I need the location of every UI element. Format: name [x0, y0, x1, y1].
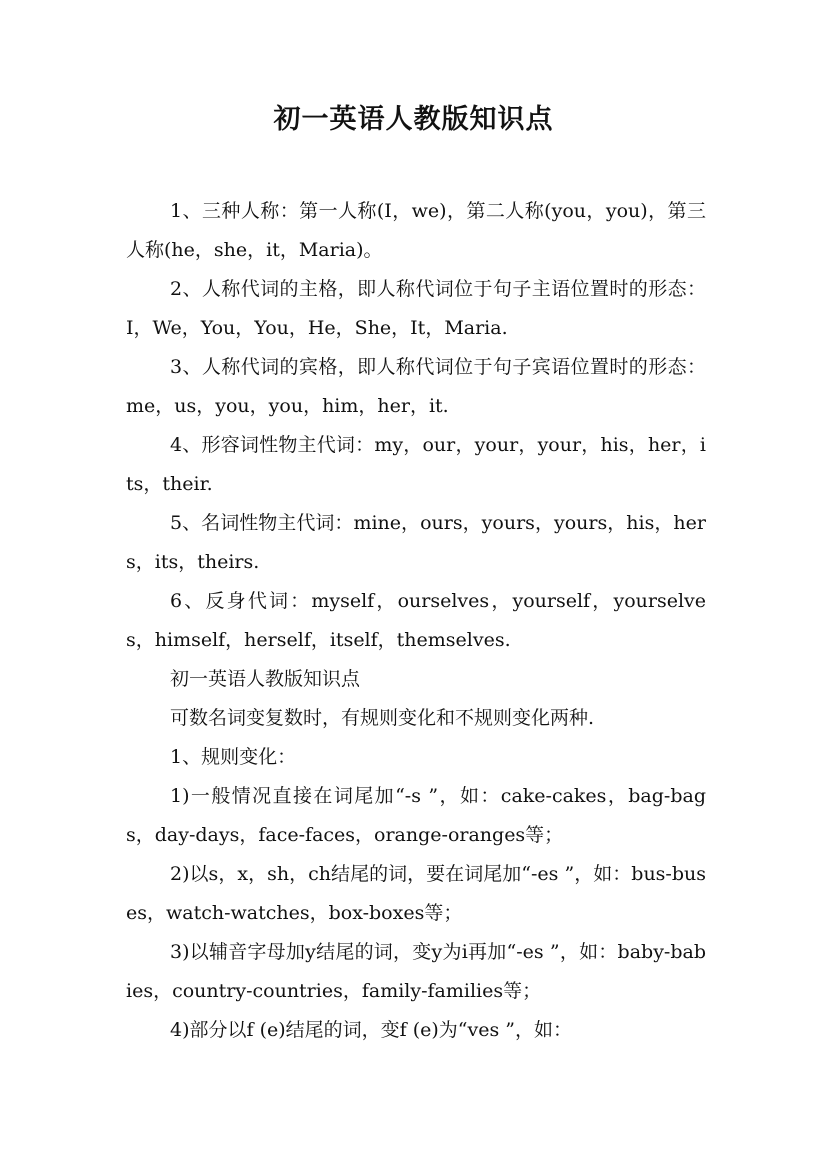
paragraph-rule-4: 4)部分以f (e)结尾的词，变f (e)为“ves ”，如：: [170, 1019, 572, 1041]
document-body: [126, 192, 706, 1050]
paragraph-reflexive-pronouns: 6、反身代词：myself，ourselves，yourself，yourselves，himself，herself，itself，themselves.: [126, 590, 706, 651]
paragraph-rule-1: 1)一般情况直接在词尾加“-s ”，如：cake-cakes，bag-bags，day-days，face-faces，orange-oranges等；: [126, 785, 706, 846]
paragraph-rule-2: 2)以s，x，sh，ch结尾的词，要在词尾加“-es ”，如：bus-buses，watch-watches，box-boxes等；: [126, 863, 706, 924]
paragraph-regular-changes: 1、规则变化：: [170, 746, 297, 768]
document-title: 初一英语人教版知识点: [273, 104, 554, 135]
paragraph-noun-possessives: 5、名词性物主代词：mine，ours，yours，yours，his，hers，its，theirs.: [126, 512, 706, 573]
paragraph-subject-pronouns: 2、人称代词的主格，即人称代词位于句子主语位置时的形态：I，We，You，You，He，She，It，Maria.: [126, 278, 706, 339]
paragraph-adjective-possessives: 4、形容词性物主代词：my，our，your，your，his，her，its，their.: [126, 434, 706, 495]
paragraph-object-pronouns: 3、人称代词的宾格，即人称代词位于句子宾语位置时的形态：me，us，you，you，him，her，it.: [126, 356, 706, 417]
paragraph-plural-intro: 可数名词变复数时，有规则变化和不规则变化两种.: [170, 707, 595, 729]
paragraph-rule-3: 3)以辅音字母加y结尾的词，变y为i再加“-es ”，如：baby-babies，country-countries，family-families等；: [126, 941, 706, 1002]
paragraph-section-heading: 初一英语人教版知识点: [170, 668, 361, 690]
paragraph-persons: 1、三种人称：第一人称(I，we)，第二人称(you，you)，第三人称(he，she，it，Maria)。: [126, 200, 706, 261]
